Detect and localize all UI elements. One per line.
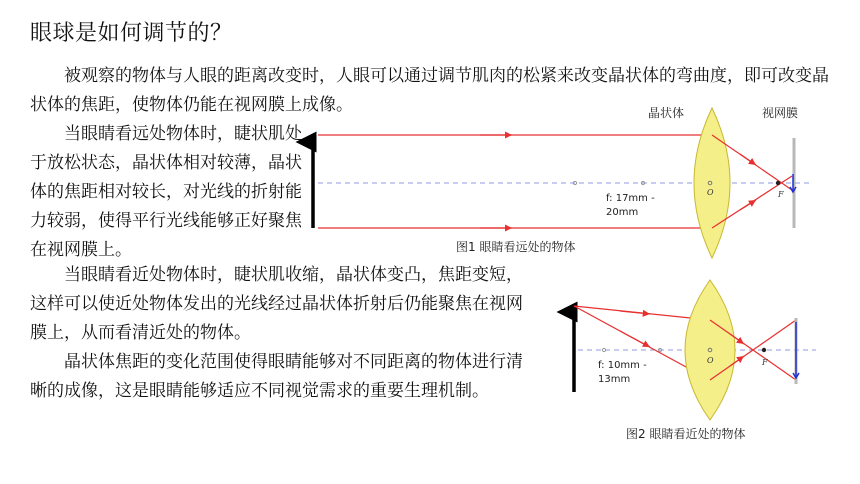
figure2-focal-length-line1: f: 10mm - [598, 360, 647, 371]
page-title: 眼球是如何调节的？ [30, 21, 233, 46]
lens-label: 晶状体 [648, 106, 685, 120]
figure2-caption: 图2 眼睛看近处的物体 [626, 427, 746, 441]
figure1-center-mark: O [707, 188, 714, 197]
summary-paragraph: 晶状体焦距的变化范围使得眼睛能够对不同距离的物体进行清晰的成像，这是眼睛能够适应不同视觉需求的重要生理机制。 [30, 352, 523, 401]
figure2-lens [685, 280, 735, 420]
intro-paragraph: 被观察的物体与人眼的距离改变时，人眼可以通过调节肌肉的松紧来改变晶状体的弯曲度，即可改变晶状体的焦距，使物体仍能在视网膜上成像。 [30, 66, 829, 115]
figure1-focal-length-line1: f: 17mm - [606, 193, 655, 204]
figure2-diagram [574, 280, 816, 420]
figure2-focal-length-line2: 13mm [598, 374, 631, 385]
far-vision-paragraph: 当眼睛看远处物体时，睫状肌处于放松状态，晶状体相对较薄，晶状体的焦距相对较长，对光线的折射能力较弱，使得平行光线能够正好聚焦在视网膜上。 [30, 124, 302, 260]
figure1-caption: 图1 眼睛看远处的物体 [456, 240, 576, 254]
figure1-focus-mark: F [778, 190, 784, 199]
figure1-diagram [313, 108, 812, 258]
figure2-center-mark: O [707, 356, 714, 365]
retina-label: 视网膜 [762, 106, 799, 120]
near-vision-paragraph: 当眼睛看近处物体时，睫状肌收缩，晶状体变凸，焦距变短，这样可以使近处物体发出的光线经过晶状体折射后仍能聚焦在视网膜上，从而看清近处的物体。 [30, 265, 523, 343]
figure2-focus-mark: F [762, 358, 768, 367]
figure2-focal-point [762, 348, 766, 352]
figure1-focal-point [776, 181, 780, 185]
figure1-focal-length-line2: 20mm [606, 207, 639, 218]
